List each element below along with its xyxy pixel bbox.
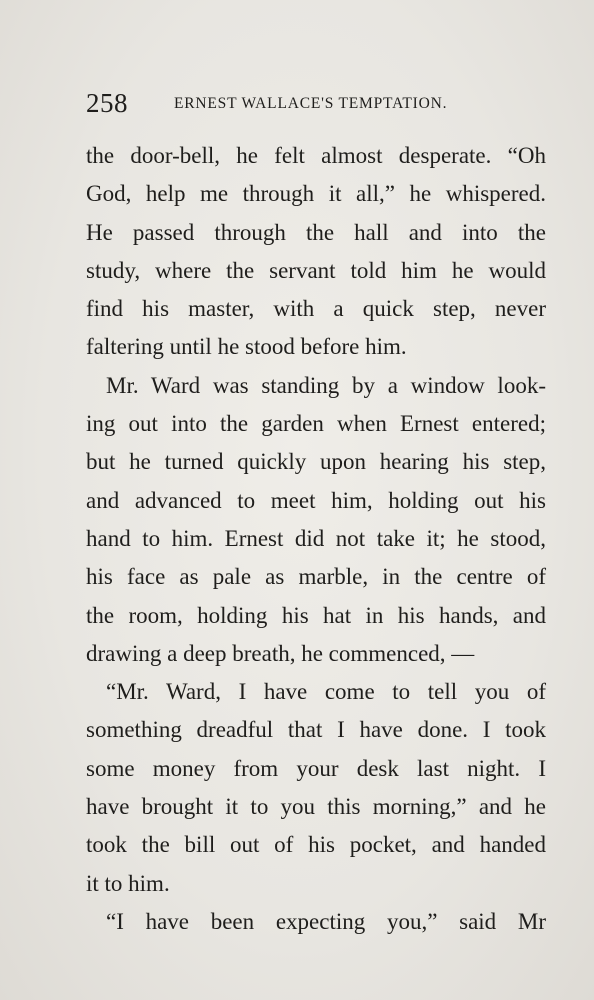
text-line: hand to him. Ernest did not take it; he stood, xyxy=(86,525,546,551)
text-line: ing out into the garden when Ernest entered; xyxy=(86,411,546,437)
text-line: have brought it to you this morning,” and he xyxy=(86,794,546,820)
text-line: find his master, with a quick step, never xyxy=(86,296,546,322)
page-number: 258 xyxy=(86,88,128,118)
text-line: He passed through the hall and into the xyxy=(86,219,546,245)
text-line: drawing a deep breath, he commenced, — xyxy=(86,640,475,666)
text-line: but he turned quickly upon hearing his step, xyxy=(86,449,546,475)
text-line: Mr. Ward was standing by a window look- xyxy=(106,372,546,398)
text-line: took the bill out of his pocket, and handed xyxy=(86,832,546,858)
running-title: ERNEST WALLACE'S TEMPTATION. xyxy=(174,95,448,112)
text-line: it to him. xyxy=(86,870,170,896)
text-line: faltering until he stood before him. xyxy=(86,334,407,360)
text-line: “Mr. Ward, I have come to tell you of xyxy=(106,679,546,705)
running-head xyxy=(86,88,546,120)
text-line: his face as pale as marble, in the centre of xyxy=(86,564,546,590)
text-line: and advanced to meet him, holding out his xyxy=(86,487,546,513)
text-line: the door-bell, he felt almost desperate. “Oh xyxy=(86,143,546,168)
body-text xyxy=(86,137,546,941)
text-line: God, help me through it all,” he whispered. xyxy=(86,181,546,207)
text-line: something dreadful that I have done. I took xyxy=(86,717,546,743)
text-line: “I have been expecting you,” said Mr xyxy=(106,908,546,934)
text-line: the room, holding his hat in his hands, and xyxy=(86,602,546,628)
text-line: some money from your desk last night. I xyxy=(86,755,546,781)
text-line: study, where the servant told him he would xyxy=(86,257,546,283)
